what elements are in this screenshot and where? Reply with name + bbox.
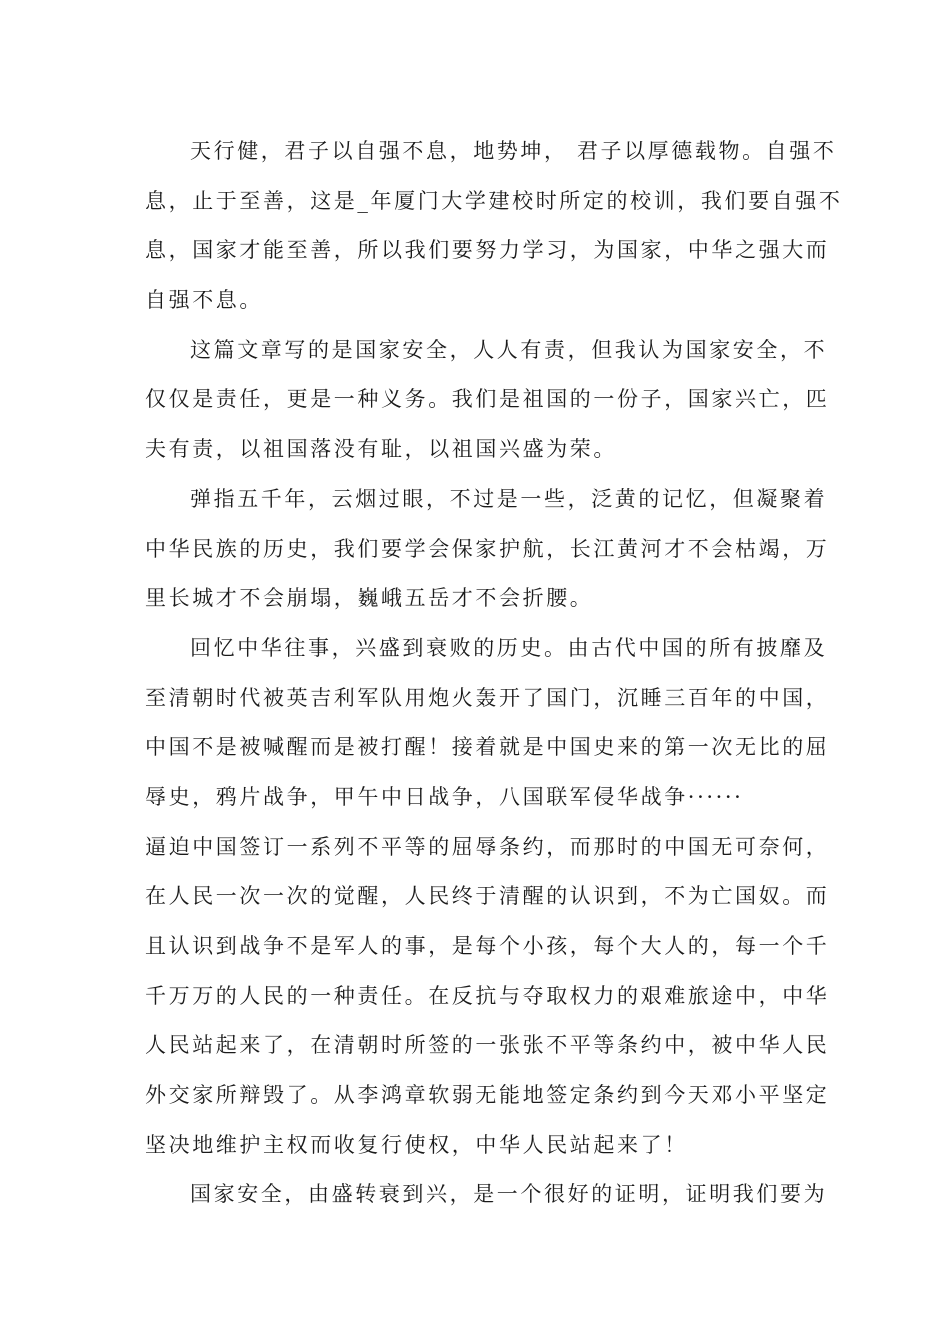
text-line: 息，止于至善，这是_年厦门大学建校时所定的校训，我们要自强不 [145, 188, 843, 213]
text-line: 弹指五千年，云烟过眼，不过是一些，泛黄的记忆，但凝聚着 [190, 486, 828, 511]
paragraph-4 [145, 624, 830, 1171]
text-line: 国家安全，由盛转衰到兴，是一个很好的证明，证明我们要为 [190, 1182, 828, 1207]
text-line: 中华民族的历史，我们要学会保家护航，长江黄河才不会枯竭，万 [145, 536, 830, 561]
text-line: 里长城才不会崩塌，巍峨五岳才不会折腰。 [145, 586, 594, 611]
paragraph-2 [145, 326, 830, 475]
text-line: 中国不是被喊醒而是被打醒！接着就是中国史来的第一次无比的屈 [145, 735, 830, 760]
paragraph-5 [145, 1170, 828, 1220]
text-line: 回忆中华往事，兴盛到衰败的历史。由古代中国的所有披靡及 [190, 635, 828, 660]
text-line: 夫有责，以祖国落没有耻，以祖国兴盛为荣。 [145, 437, 617, 462]
text-line: 人民站起来了，在清朝时所签的一张张不平等条约中，被中华人民 [145, 1033, 830, 1058]
text-line: 自强不息。 [145, 288, 263, 313]
text-line: 仅仅是责任，更是一种义务。我们是祖国的一份子，国家兴亡，匹 [145, 387, 830, 412]
text-line: 坚决地维护主权而收复行使权，中华人民站起来了！ [145, 1132, 688, 1157]
paragraph-1 [145, 127, 843, 326]
text-line: 在人民一次一次的觉醒，人民终于清醒的认识到，不为亡国奴。而 [145, 884, 830, 909]
text-line: 辱史，鸦片战争，甲午中日战争，八国联军侵华战争······ [145, 784, 744, 809]
document-body [145, 127, 843, 1220]
text-line: 千万万的人民的一种责任。在反抗与夺取权力的艰难旅途中，中华 [145, 983, 830, 1008]
paragraph-3 [145, 475, 830, 624]
text-line: 且认识到战争不是军人的事，是每个小孩，每个大人的，每一个千 [145, 934, 830, 958]
text-line: 天行健，君子以自强不息，地势坤， 君子以厚德载物。自强不 [190, 139, 837, 163]
text-line: 至清朝时代被英吉利军队用炮火轰开了国门，沉睡三百年的中国， [145, 685, 830, 710]
text-line: 息，国家才能至善，所以我们要努力学习，为国家，中华之强大而 [145, 238, 830, 263]
text-line: 逼迫中国签订一系列不平等的屈辱条约，而那时的中国无可奈何， [145, 834, 830, 859]
text-line: 外交家所辩毁了。从李鸿章软弱无能地签定条约到今天邓小平坚定 [145, 1083, 830, 1108]
text-line: 这篇文章写的是国家安全，人人有责，但我认为国家安全，不 [190, 337, 828, 362]
